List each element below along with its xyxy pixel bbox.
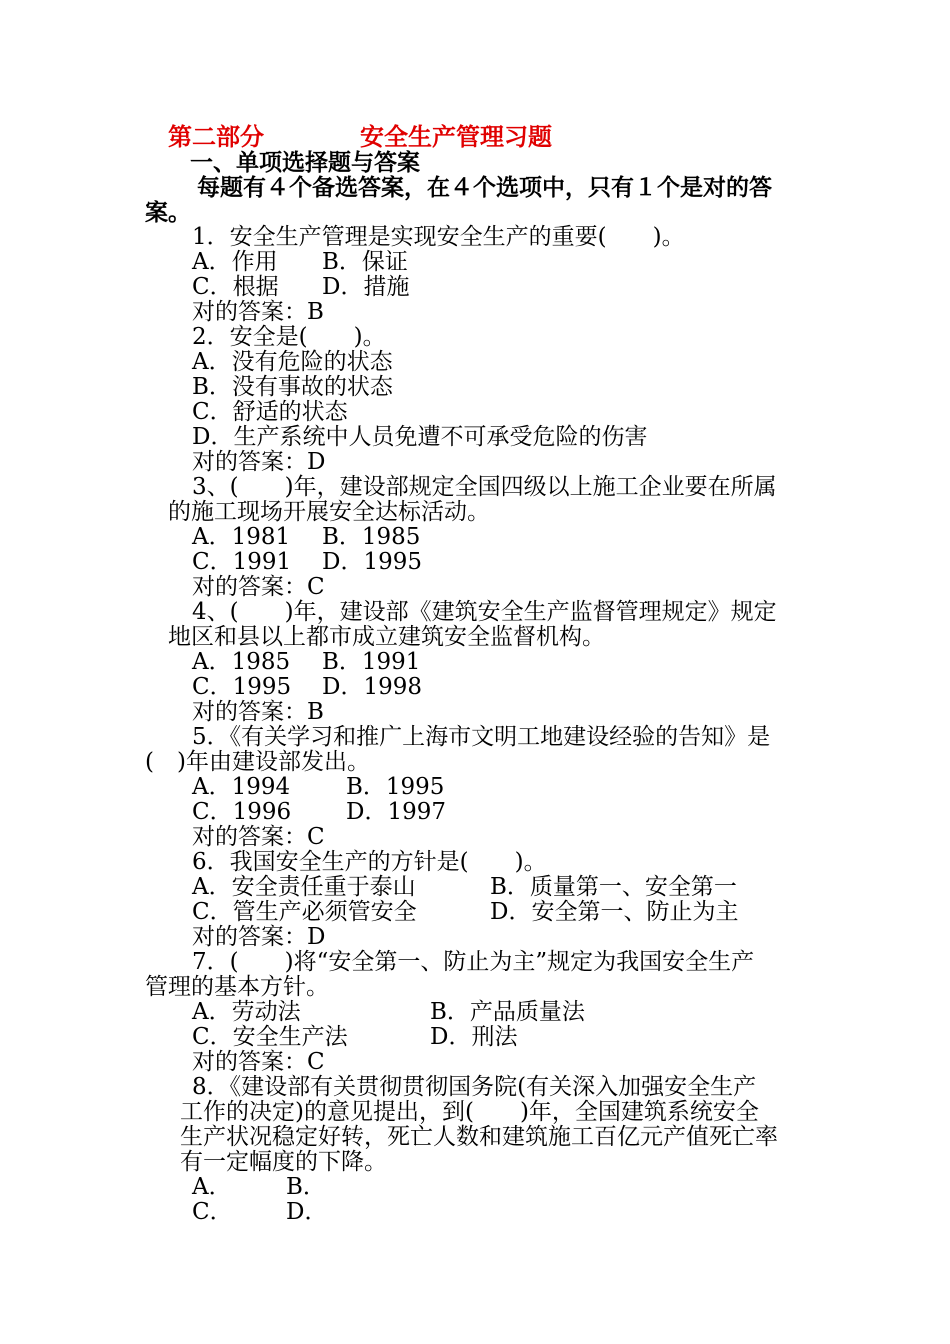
q1-option-a: A．作用 [192,249,278,275]
q7-stem-line-1: 7．( )将“安全第一、防止为主”规定为我国安全生产 [192,949,755,975]
q2-option-a: A．没有危险的状态 [192,349,393,375]
q7-answer: 对的答案：C [192,1049,325,1075]
q6-stem: 6．我国安全生产的方针是( )。 [192,849,547,875]
q4-answer: 对的答案：B [192,699,324,725]
q2-stem: 2．安全是( )。 [192,324,386,350]
q5-answer: 对的答案：C [192,824,325,850]
q8-stem-line-3: 生产状况稳定好转，死亡人数和建筑施工百亿元产值死亡率 [180,1124,778,1150]
q8-option-c: C． [192,1199,233,1225]
q4-option-d: D．1998 [322,674,422,700]
q4-option-b: B．1991 [322,649,421,675]
q8-option-a: A． [192,1174,232,1200]
q7-option-d: D．刑法 [430,1024,518,1050]
part-label: 第二部分 [168,122,264,151]
page-title: 安全生产管理习题 [360,122,552,151]
q8-option-d: D． [286,1199,328,1225]
section-heading: 一、单项选择题与答案 [190,149,420,176]
q7-stem-line-2: 管理的基本方针。 [145,974,329,1000]
q5-stem-line-1: 5．《有关学习和推广上海市文明工地建设经验的告知》是 [192,724,771,750]
q4-option-a: A．1985 [192,649,291,675]
q5-option-c: C．1996 [192,799,292,825]
q5-stem-line-2: ( )年由建设部发出。 [145,749,370,775]
q2-option-d: D．生产系统中人员免遭不可承受危险的伤害 [192,424,648,450]
q6-option-c: C．管生产必须管安全 [192,899,417,925]
q3-answer: 对的答案：C [192,574,325,600]
q3-option-a: A．1981 [192,524,291,550]
q8-stem-line-2: 工作的决定)的意见提出，到( )年，全国建筑系统安全 [180,1099,759,1125]
q1-answer: 对的答案：B [192,299,324,325]
q8-option-b: B． [286,1174,326,1200]
q4-stem-line-1: 4、( )年，建设部《建筑安全生产监督管理规定》规定 [192,599,777,625]
q5-option-d: D．1997 [346,799,446,825]
q3-option-d: D．1995 [322,549,422,575]
q1-option-c: C．根据 [192,274,279,300]
q8-stem-line-4: 有一定幅度的下降。 [180,1149,387,1175]
q4-option-c: C．1995 [192,674,292,700]
q3-stem-line-1: 3、( )年，建设部规定全国四级以上施工企业要在所属 [192,474,777,500]
intro-line-2: 案。 [145,199,191,226]
q6-option-d: D．安全第一、防止为主 [490,899,739,925]
q2-answer: 对的答案：D [192,449,326,475]
q4-stem-line-2: 地区和县以上都市成立建筑安全监督机构。 [168,624,605,650]
q7-option-a: A．劳动法 [192,999,301,1025]
q2-option-c: C．舒适的状态 [192,399,348,425]
q1-stem: 1．安全生产管理是实现安全生产的重要( )。 [192,224,685,250]
intro-line-1: 每题有４个备选答案，在４个选项中，只有１个是对的答 [197,174,772,201]
q1-option-d: D．措施 [322,274,410,300]
q7-option-c: C．安全生产法 [192,1024,348,1050]
q7-option-b: B．产品质量法 [430,999,585,1025]
q3-stem-line-2: 的施工现场开展安全达标活动。 [168,499,490,525]
q3-option-b: B．1985 [322,524,421,550]
q5-option-a: A．1994 [192,774,291,800]
q2-option-b: B．没有事故的状态 [192,374,393,400]
q8-stem-line-1: 8．《建设部有关贯彻贯彻国务院(有关深入加强安全生产 [192,1074,757,1100]
q3-option-c: C．1991 [192,549,292,575]
q1-option-b: B．保证 [322,249,408,275]
q6-option-a: A．安全责任重于泰山 [192,874,416,900]
q6-option-b: B．质量第一、安全第一 [490,874,737,900]
q6-answer: 对的答案：D [192,924,326,950]
q5-option-b: B．1995 [346,774,445,800]
